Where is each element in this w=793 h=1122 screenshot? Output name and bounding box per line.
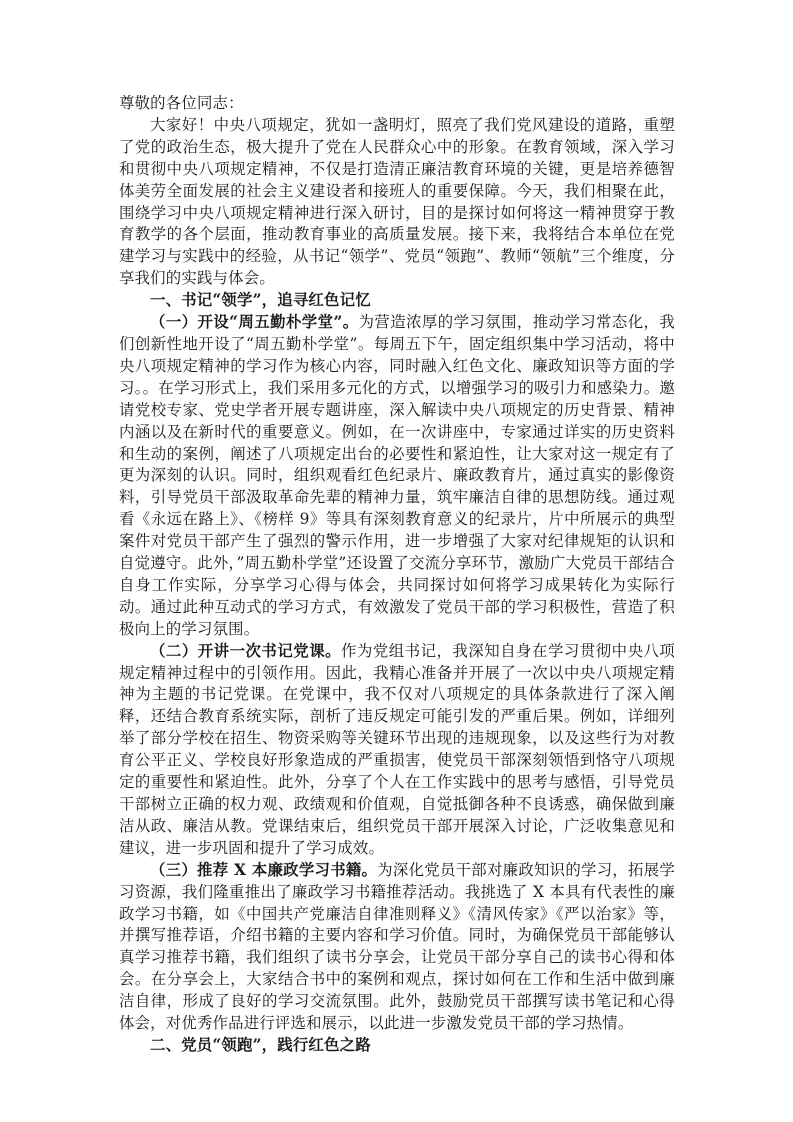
subsection-1-title: （一）开设“周五勤朴学堂”。 [150, 313, 359, 332]
subsection-3-paragraph [119, 860, 675, 1035]
subsection-2-paragraph [119, 641, 675, 860]
document-page [119, 93, 675, 1057]
subsection-1-paragraph [119, 312, 675, 641]
subsection-2-title: （二）开讲一次书记党课。 [150, 641, 342, 660]
section-2-heading: 二、党员“领跑”，践行红色之路 [150, 1035, 371, 1054]
greeting: 尊敬的各位同志： [119, 94, 244, 112]
subsection-2-body: 作为党组书记，我深知自身在学习贯彻中央八项规定精神过程中的引领作用。因此，我精心准备并开展了一次以中央八项规定精神为主题的书记党课。在党课中，我不仅对八项规定的具体条款进行了深入阐释，还结合教育系统实际，剖析了违反规定可能引发的严重后果。例如，详细列举了部分学校在招生、物资采购等关键环节出现的违规现象，以及这些行为对教育公平正义、学校良好形象造成的严重损害，使党员干部深刻领悟到恪守八项规定的重要性和紧迫性。此外，分享了个人在工作实践中的思考与感悟，引导党员干部树立正确的权力观、政绩观和价值观，自觉抵御各种不良诱惑，确保做到廉洁从政、廉洁从教。党课结束后，组织党员干部开展深入讨论，广泛收集意见和建议，进一步巩固和提升了学习成效。 [119, 641, 675, 857]
subsection-3-title: （三）推荐 X 本廉政学习书籍。 [150, 860, 378, 879]
subsection-1-body: 为营造浓厚的学习氛围，推动学习常态化，我们创新性地开设了“周五勤朴学堂”。每周五下午，固定组织集中学习活动，将中央八项规定精神的学习作为核心内容，同时融入红色文化、廉政知识等方面的学习。。在学习形式上，我们采用多元化的方式，以增强学习的吸引力和感染力。邀请党校专家、党史学者开展专题讲座，深入解读中央八项规定的历史背景、精神内涵以及在新时代的重要意义。例如，在一次讲座中，专家通过详实的历史资料和生动的案例，阐述了八项规定出台的必要性和紧迫性，让大家对这一规定有了更为深刻的认识。同时，组织观看红色纪录片、廉政教育片，通过真实的影像资料，引导党员干部汲取革命先辈的精神力量，筑牢廉洁自律的思想防线。通过观看《永远在路上》、《榜样 9》等具有深刻教育意义的纪录片，片中所展示的典型案件对党员干部产生了强烈的警示作用，进一步增强了大家对纪律规矩的认识和自觉遵守。此外，”周五勤朴学堂”还设置了交流分享环节，激励广大党员干部结合自身工作实际，分享学习心得与体会，共同探讨如何将学习成果转化为实际行动。通过此种互动式的学习方式，有效激发了党员干部的学习积极性，营造了积极向上的学习氛围。 [119, 313, 675, 638]
subsection-3-body: 为深化党员干部对廉政知识的学习，拓展学习资源，我们隆重推出了廉政学习书籍推荐活动。我挑选了 X 本具有代表性的廉政学习书籍，如《中国共产党廉洁自律准则释义》《清风传家》《严以治家》等，并撰写推荐语，介绍书籍的主要内容和学习价值。同时，为确保党员干部能够认真学习推荐书籍，我们组织了读书分享会，让党员干部分享自己的读书心得和体会。在分享会上，大家结合书中的案例和观点，探讨如何在工作和生活中做到廉洁自律，形成了良好的学习交流氛围。此外，鼓励党员干部撰写读书笔记和心得体会，对优秀作品进行评选和展示，以此进一步激发党员干部的学习热情。 [119, 860, 675, 1033]
intro-paragraph: 大家好！中央八项规定，犹如一盏明灯，照亮了我们党风建设的道路，重塑了党的政治生态，极大提升了党在人民群众心中的形象。在教育领域，深入学习和贯彻中央八项规定精神，不仅是打造清正廉洁教育环境的关键，更是培养德智体美劳全面发展的社会主义建设者和接班人的重要保障。今天，我们相聚在此，围绕学习中央八项规定精神进行深入研讨，目的是探讨如何将这一精神贯穿于教育教学的各个层面，推动教育事业的高质量发展。接下来，我将结合本单位在党建学习与实践中的经验，从书记“领学”、党员“领跑”、教师“领航”三个维度，分享我们的实践与体会。 [119, 115, 675, 288]
section-1-heading: 一、书记“领学”，追寻红色记忆 [150, 291, 371, 310]
